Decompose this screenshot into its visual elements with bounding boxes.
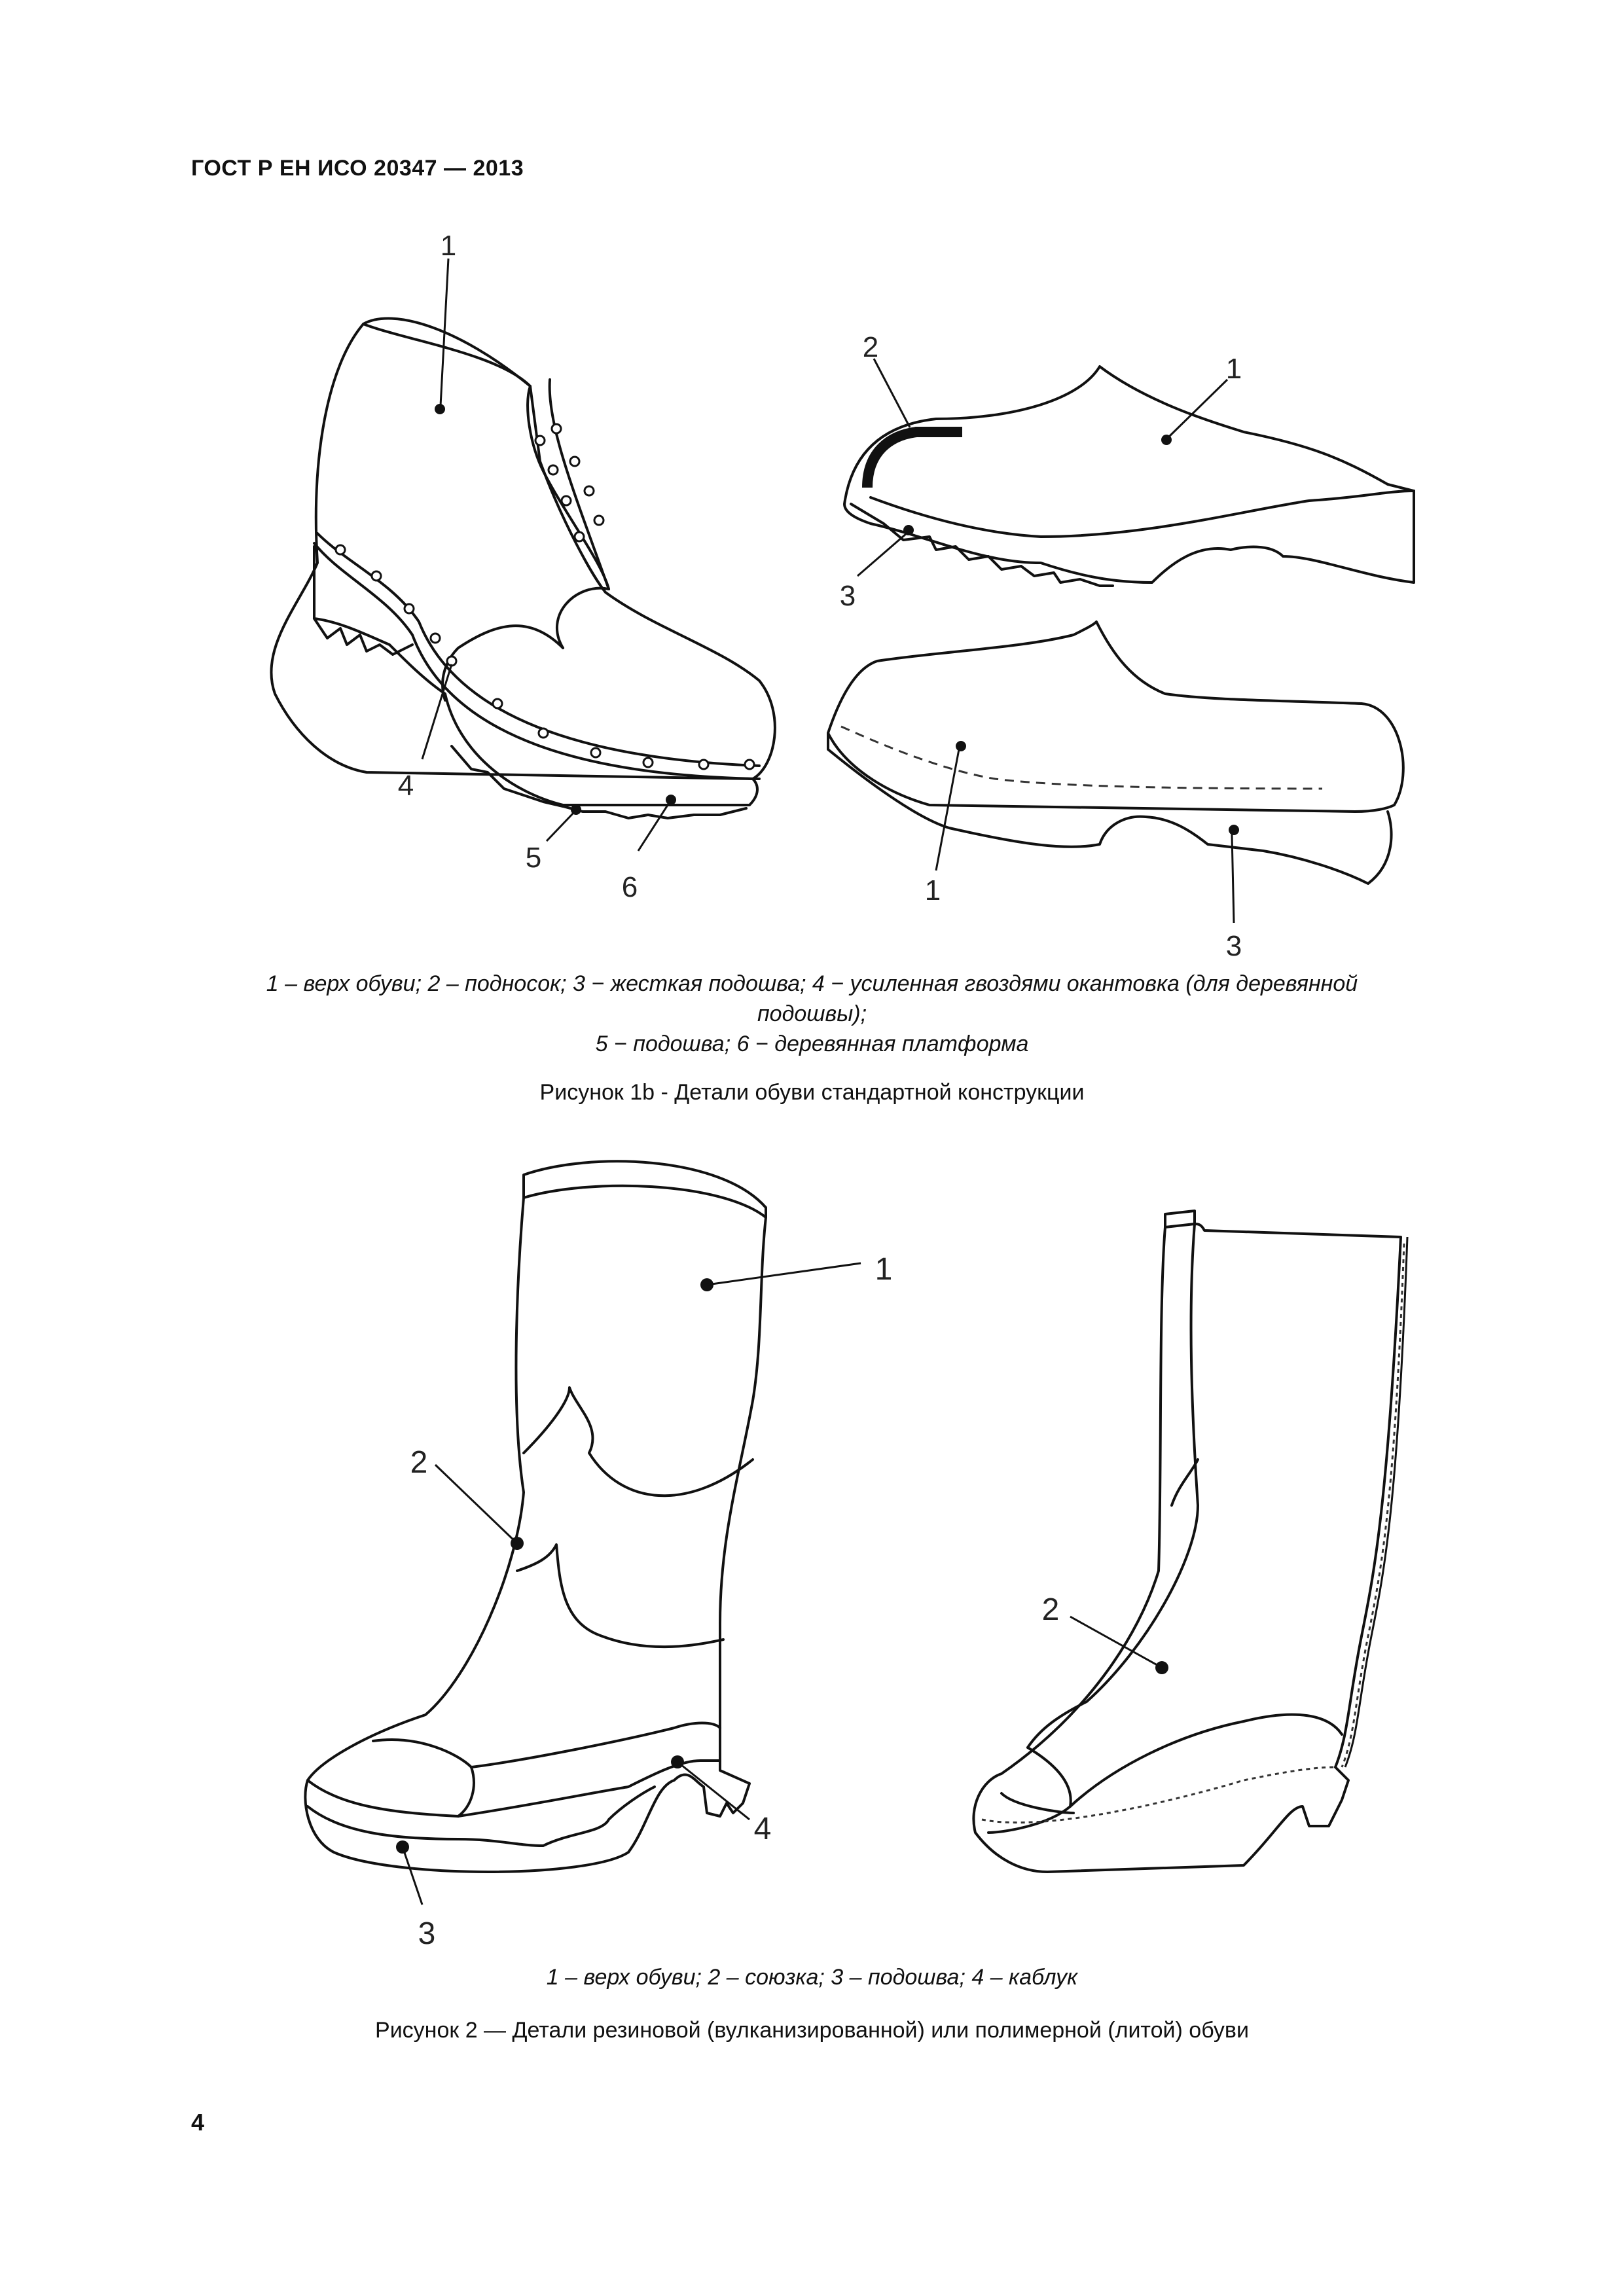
figure-1b-legend — [191, 969, 1433, 1059]
rigid-sole-shoe-drawing — [844, 359, 1414, 586]
rubber-boot-cutaway-drawing — [973, 1211, 1407, 1872]
figure-1b-legend-line-3: 5 − подошва; 6 − деревянная платформа — [595, 1031, 1029, 1056]
figure-2-legend: 1 – верх обуви; 2 – союзка; 3 – подошва; 4 – каблук — [546, 1965, 1078, 1990]
figure-1b-label-1: 1 — [440, 230, 457, 262]
clog-drawing — [828, 622, 1403, 923]
figure-2-label-3: 3 — [418, 1916, 436, 1951]
figure-1b-label-1b: 1 — [1225, 353, 1242, 385]
figure-1b-caption: Рисунок 1b - Детали обуви стандартной конструкции — [539, 1080, 1085, 1105]
figure-1b-label-1c: 1 — [924, 874, 941, 906]
figure-1b-label-4: 4 — [397, 770, 414, 802]
rubber-boot-drawing — [305, 1161, 861, 1905]
figure-1b-label-3b: 3 — [1225, 930, 1242, 962]
figure-1b-drawing — [0, 216, 1624, 988]
work-boot-drawing — [271, 259, 775, 851]
figure-2-label-4: 4 — [753, 1812, 772, 1846]
figure-1b-legend-line-1: 1 – верх обуви; 2 – подносок; 3 − жесткая подошва; 4 − усиленная гвоздями окантовка (для деревянной — [266, 971, 1358, 996]
figure-2-label-2: 2 — [410, 1445, 428, 1480]
page-number: 4 — [191, 2109, 205, 2136]
figure-2-caption: Рисунок 2 — Детали резиновой (вулканизированной) или полимерной (литой) обуви — [375, 2018, 1249, 2043]
figure-1b-label-3: 3 — [839, 580, 856, 612]
figure-1b-label-6: 6 — [621, 871, 638, 903]
figure-1b-label-2: 2 — [862, 331, 879, 363]
figure-1b-legend-line-2: подошвы); — [757, 1001, 867, 1026]
document-header: ГОСТ Р ЕН ИСО 20347 — 2013 — [191, 156, 524, 181]
figure-2-label-2b: 2 — [1041, 1592, 1060, 1627]
figure-2-drawing — [0, 1139, 1624, 1964]
figure-2-label-1: 1 — [875, 1252, 893, 1287]
figure-1b-label-5: 5 — [525, 842, 542, 874]
